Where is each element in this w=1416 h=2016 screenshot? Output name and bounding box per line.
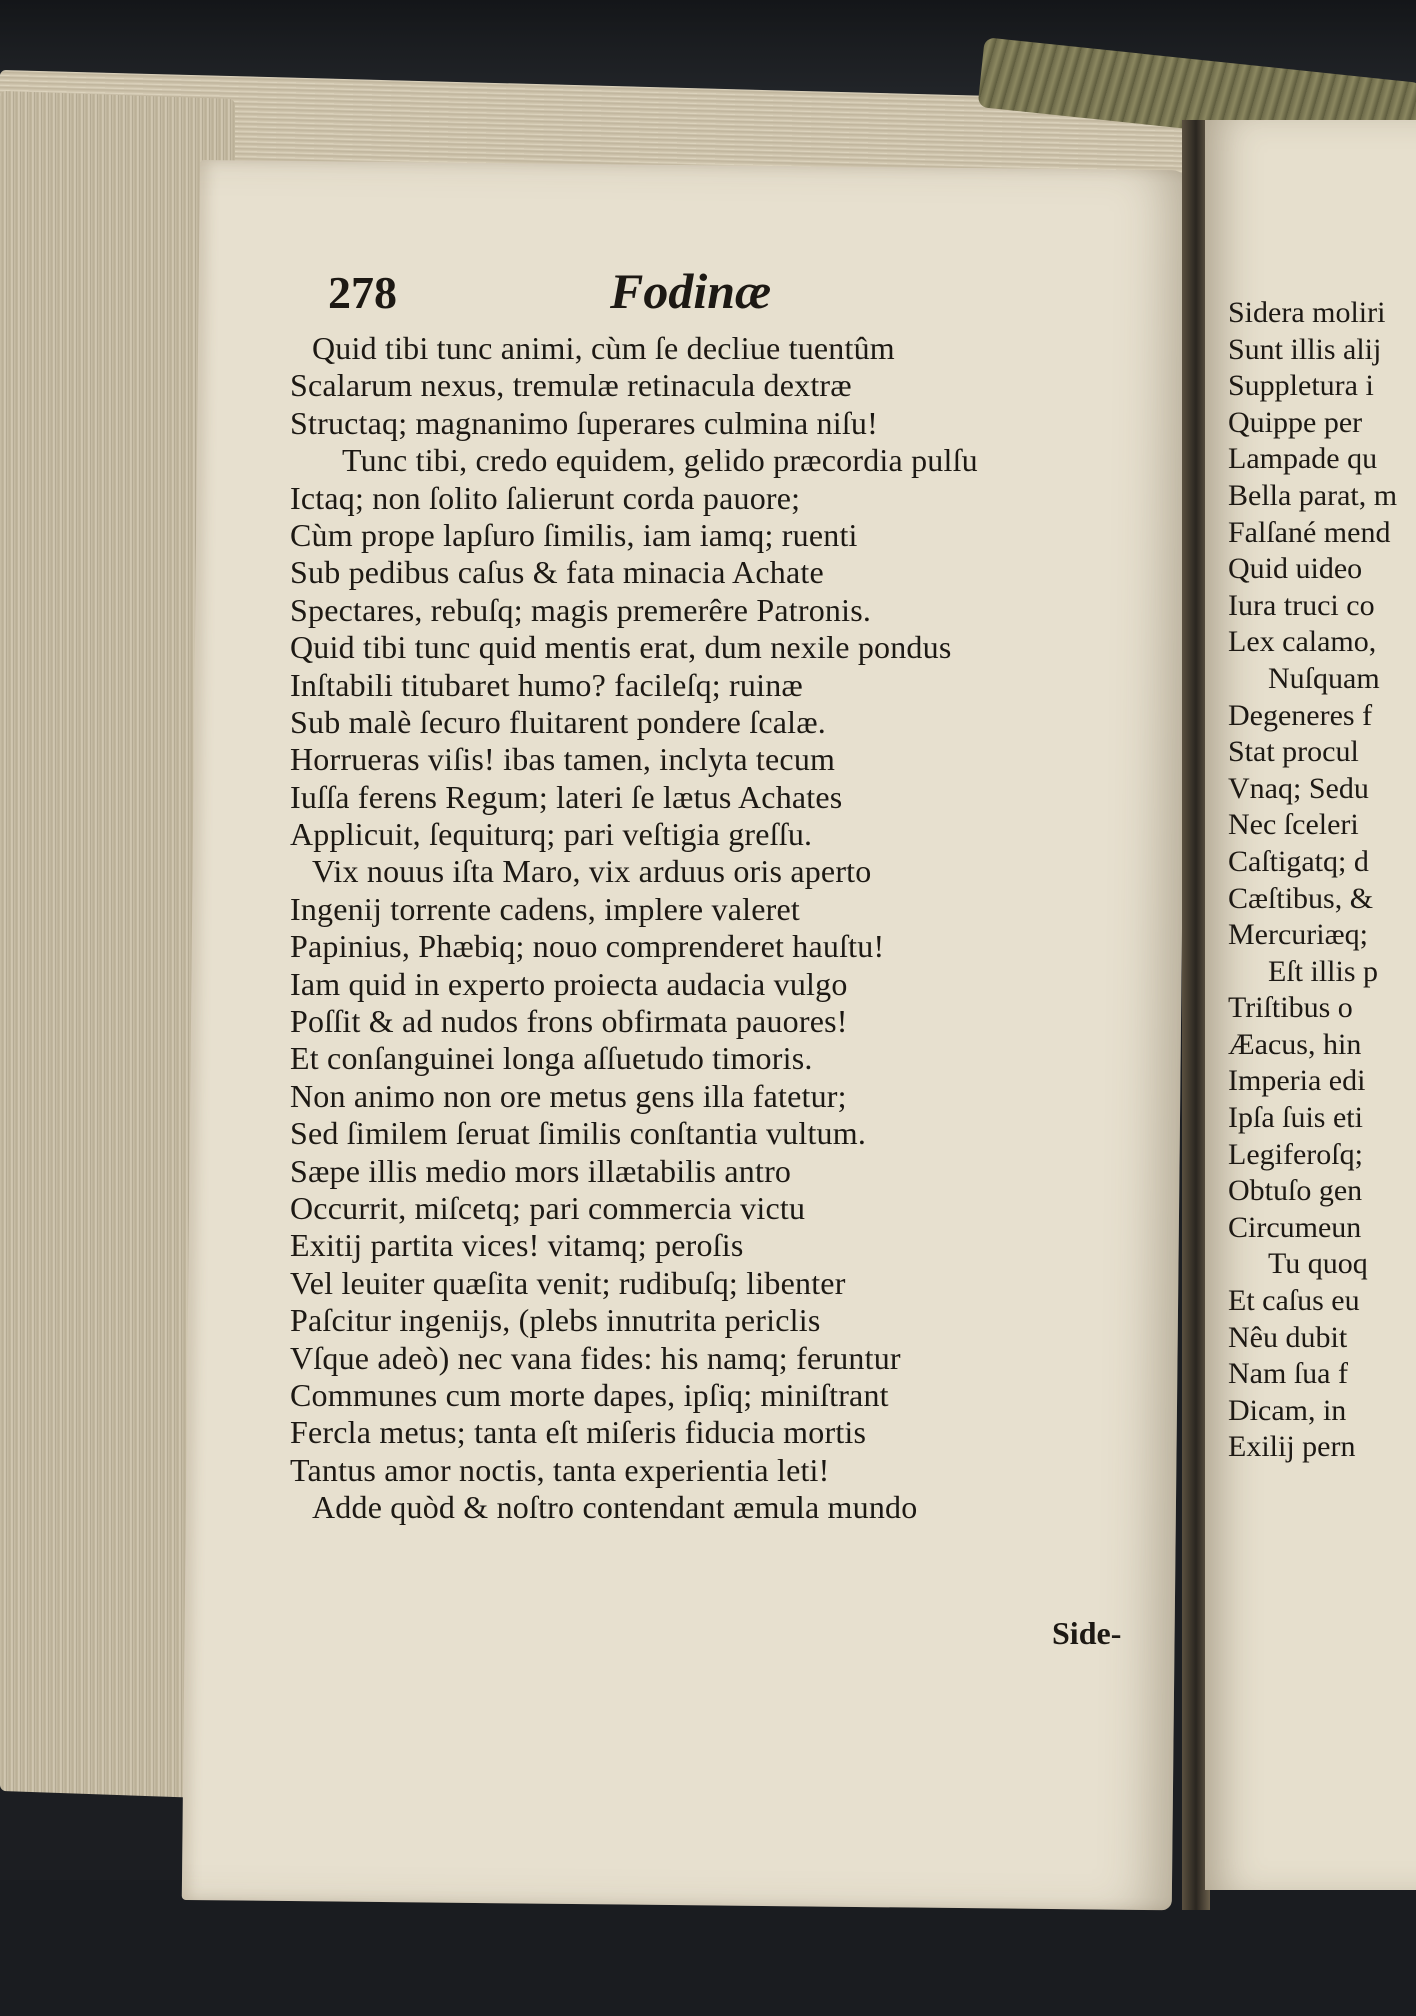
verse-line: Papinius, Phæbiq; nouo comprenderet hauſtu!: [290, 928, 885, 965]
verse-line: Et conſanguinei longa aſſuetudo timoris.: [290, 1040, 813, 1077]
verse-line: Nuſquam: [1268, 661, 1380, 695]
page-header: [290, 258, 1170, 330]
verse-line: Vix nouus iſta Maro, vix arduus oris aperto: [312, 853, 872, 890]
verse-line: Iura truci co: [1228, 588, 1375, 622]
verse-line: Eſt illis p: [1268, 954, 1379, 988]
verse-line: Cùm prope lapſuro ſimilis, iam iamq; ruenti: [290, 516, 858, 553]
verse-line: Et caſus eu: [1228, 1284, 1360, 1318]
verse-line: Exitij partita vices! vitamq; peroſis: [290, 1227, 744, 1264]
verse-line: Legiferoſq;: [1228, 1137, 1363, 1171]
verse-line: Vnaq; Sedu: [1228, 771, 1369, 805]
verse-line: Imperia edi: [1228, 1064, 1366, 1098]
verse-line: Lex calamo,: [1228, 625, 1377, 659]
verse-line: Sunt illis alij: [1228, 332, 1382, 366]
verse-line: Sæpe illis medio mors illætabilis antro: [290, 1152, 792, 1189]
verse-line: Ictaq; non ſolito ſalierunt corda pauore;: [290, 479, 801, 516]
verse-line: Nec ſceleri: [1228, 808, 1359, 842]
verse-line: Scalarum nexus, tremulæ retinacula dextræ: [290, 367, 852, 404]
verse-line: Degeneres f: [1228, 698, 1373, 732]
verse-line: Occurrit, miſcetq; pari commercia victu: [290, 1189, 806, 1226]
verse-line: Quippe per: [1228, 405, 1363, 439]
verse-line: Sidera moliri: [1228, 296, 1386, 329]
verse-line: Vſque adeò) nec vana fides: his namq; feruntur: [290, 1339, 901, 1376]
right-page-text: [1228, 295, 1416, 1466]
left-page-text: [290, 258, 1170, 1527]
verse-line: Sed ſimilem ſeruat ſimilis conſtantia vultum.: [290, 1115, 867, 1152]
verse-line: Ipſa ſuis eti: [1228, 1101, 1363, 1135]
verse-line: Nam ſua f: [1228, 1357, 1348, 1391]
verse-line: Fercla metus; tanta eſt miſeris fiducia mortis: [290, 1414, 867, 1451]
verse-line: Nêu dubit: [1228, 1320, 1348, 1354]
verse-line: Quid tibi tunc quid mentis erat, dum nexile pondus: [290, 629, 952, 666]
verse-line: Inſtabili titubaret humo? facileſq; ruinæ: [290, 666, 803, 703]
verse-line: Applicuit, ſequiturq; pari veſtigia greſſu.: [290, 816, 813, 853]
verse-line: Tu quoq: [1268, 1247, 1368, 1281]
verse-line: Sub malè ſecuro fluitarent pondere ſcalæ.: [290, 703, 827, 740]
verse-line: Vel leuiter quæſita venit; rudibuſq; libenter: [290, 1264, 846, 1301]
verse-line: Caſtigatq; d: [1228, 844, 1369, 878]
running-head: Fodinæ: [610, 263, 772, 319]
verse-line: Adde quòd & noſtro contendant æmula mundo: [312, 1489, 918, 1526]
verse-line: Spectares, rebuſq; magis premerêre Patronis.: [290, 591, 872, 628]
verse-line: Communes cum morte dapes, ipſiq; miniſtrant: [290, 1376, 889, 1413]
verse-line: Obtuſo gen: [1228, 1174, 1363, 1208]
verse-line: Sub pedibus caſus & fata minacia Achate: [290, 554, 824, 591]
verse-line: Dicam, in: [1228, 1393, 1347, 1427]
verse-line: Triſtibus o: [1228, 991, 1353, 1025]
verse-line: Falſané mend: [1228, 515, 1391, 549]
verse-line: Suppletura i: [1228, 369, 1374, 403]
verse-line: Quid tibi tunc animi, cùm ſe decliue tuentûm: [312, 330, 895, 366]
page-number: 278: [328, 267, 397, 318]
verse-line: Æacus, hin: [1228, 1027, 1362, 1061]
verse-line: Lampade qu: [1228, 442, 1378, 476]
catchword: Side-: [1052, 1615, 1122, 1651]
verse-line: Bella parat, m: [1228, 478, 1398, 512]
verse-line: Non animo non ore metus gens illa fatetur;: [290, 1077, 847, 1114]
verse-line: Exilij pern: [1228, 1430, 1356, 1464]
verse-line: Tunc tibi, credo equidem, gelido præcordia pulſu: [342, 442, 978, 479]
verse-line: Paſcitur ingenijs, (plebs innutrita periclis: [290, 1302, 821, 1339]
verse-line: Iam quid in experto proiecta audacia vulgo: [290, 965, 848, 1002]
verse-line: Circumeun: [1228, 1210, 1362, 1244]
verse-line: Cæſtibus, &: [1228, 881, 1374, 915]
verse-line: Ingenij torrente cadens, implere valeret: [290, 890, 800, 927]
verse-line: Tantus amor noctis, tanta experientia leti!: [290, 1451, 830, 1488]
verse-line: Structaq; magnanimo ſuperares culmina niſu!: [290, 404, 878, 441]
verse-line: Mercuriæq;: [1228, 918, 1368, 952]
verse-line: Quid uideo: [1228, 552, 1363, 586]
verse-line: Iuſſa ferens Regum; lateri ſe lætus Achates: [290, 778, 843, 815]
verse-line: Horrueras viſis! ibas tamen, inclyta tecum: [290, 741, 836, 778]
verse-line: Stat procul: [1228, 735, 1359, 769]
verse-line: Poſſit & ad nudos frons obfirmata pauores!: [290, 1003, 848, 1040]
